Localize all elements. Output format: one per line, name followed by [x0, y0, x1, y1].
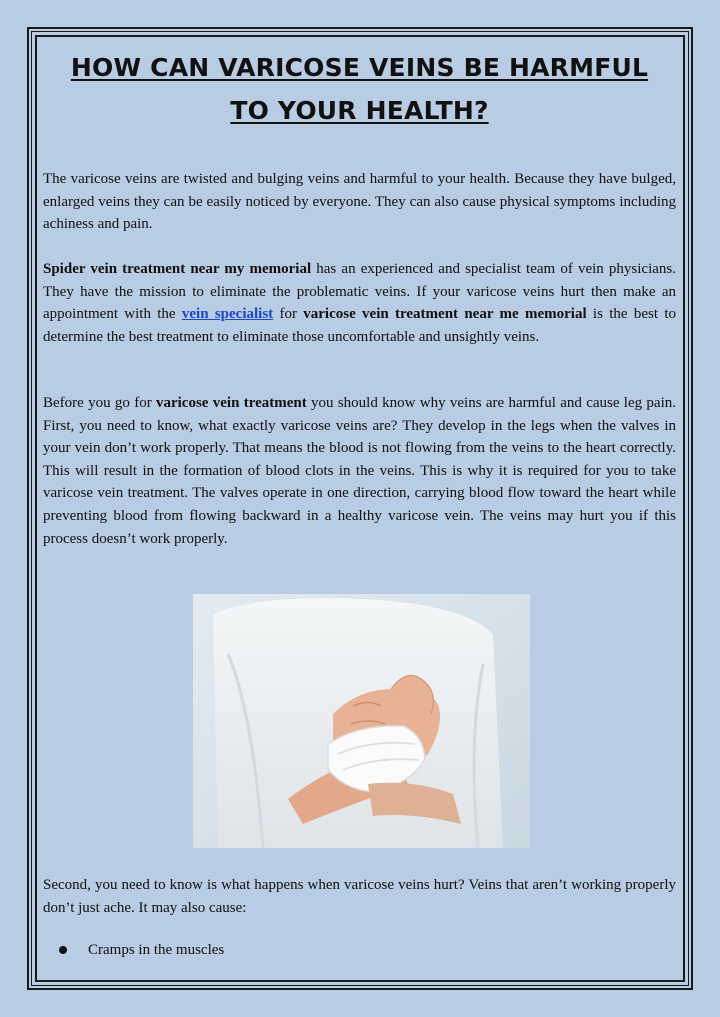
paragraph-causes — [43, 392, 676, 550]
wrist-bandage-illustration — [193, 594, 530, 848]
list-item-text: Cramps in the muscles — [88, 942, 225, 958]
document-body — [43, 46, 676, 958]
vein-specialist-link[interactable]: vein specialist — [181, 306, 274, 323]
list-item — [59, 939, 224, 961]
title-line-1: HOW CAN VARICOSE VEINS BE HARMFUL — [70, 53, 649, 82]
paragraph-causes-text-1: Before you go for — [43, 395, 156, 411]
paragraph-symptoms: Second, you need to know is what happens when varicose veins hurt? Veins that aren’t working properly don’t just ache. It may also cause: — [43, 877, 676, 916]
page-title — [43, 46, 676, 132]
paragraph-treatment-text-2: for — [273, 306, 304, 323]
wrist-bandage-photo — [193, 594, 530, 848]
paragraph-treatment-text-3: is the best to determine the best treatment to eliminate those uncomfortable and unsightly veins. — [43, 306, 676, 345]
bold-spider-vein-treatment: Spider vein treatment near my memorial — [43, 261, 312, 277]
paragraph-treatment — [43, 258, 676, 348]
title-line-2: TO YOUR HEALTH? — [230, 96, 489, 125]
bold-varicose-vein-treatment: varicose vein treatment — [155, 395, 307, 411]
paragraph-intro: The varicose veins are twisted and bulging veins and harmful to your health. Because they have bulged, enlarged veins they can be easily noticed by everyone. They can also cause physical symptoms including achiness and pain. — [43, 171, 676, 233]
bullet-dot-icon — [59, 946, 67, 954]
paragraph-treatment-text-1: has an experienced and specialist team of vein physicians. They have the mission to eliminate the problematic veins. If your varicose veins hurt then make an appointment with the — [43, 261, 676, 323]
bold-varicose-treatment-near-me: varicose vein treatment near me memorial — [303, 306, 587, 323]
paragraph-causes-text-2: you should know why veins are harmful and cause leg pain. First, you need to know, what exactly varicose veins are? They develop in the legs when the valves in your vein don’t work properly. That means the blood is not flowing from the veins to the heart correctly. This will result in the formation of blood clots in the veins. This is why it is required for you to take varicose vein treatment. The valves operate in one direction, carrying blood flow toward the heart while preventing blood from flowing backward in a healthy varicose vein. The veins may hurt you if this process doesn’t work properly. — [43, 395, 676, 547]
